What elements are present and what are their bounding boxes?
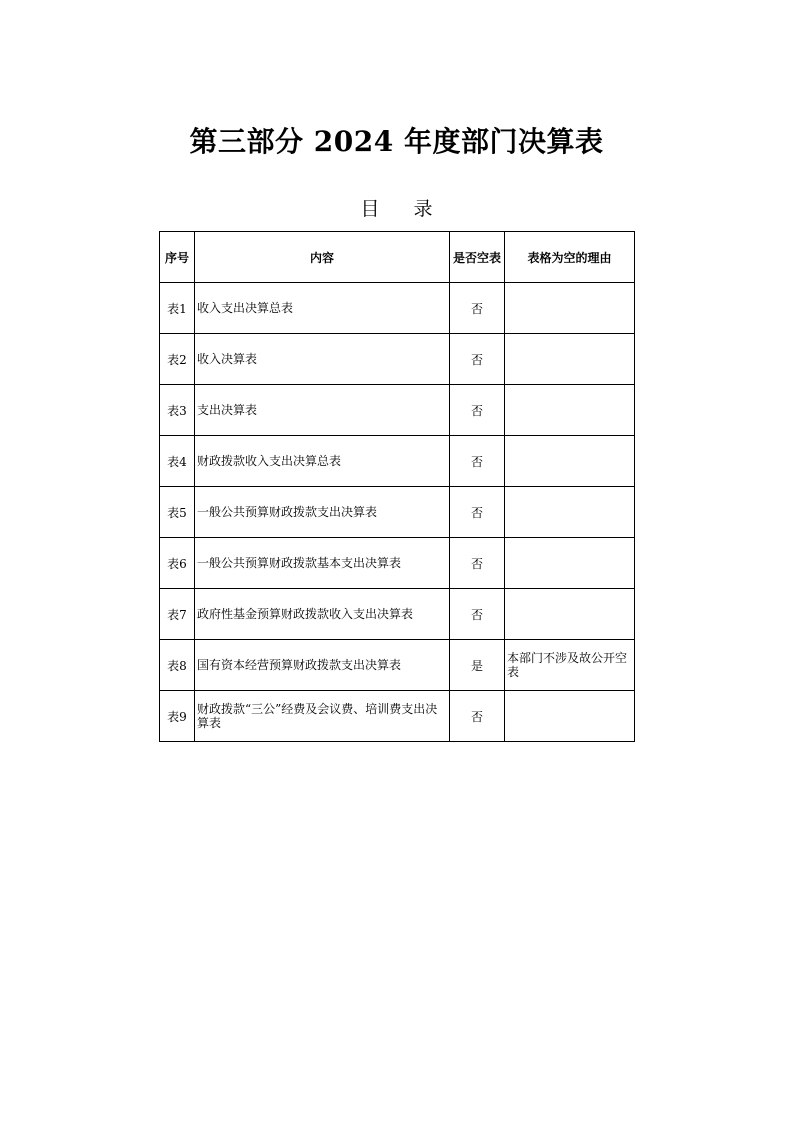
table-row <box>160 283 635 334</box>
row-reason <box>505 487 635 538</box>
row-is-empty: 否 <box>450 589 505 640</box>
row-content: 一般公共预算财政拨款基本支出决算表 <box>195 538 450 589</box>
row-content: 收入支出决算总表 <box>195 283 450 334</box>
row-is-empty: 否 <box>450 487 505 538</box>
row-content: 政府性基金预算财政拨款收入支出决算表 <box>195 589 450 640</box>
row-is-empty: 否 <box>450 283 505 334</box>
table-row <box>160 385 635 436</box>
row-no: 表3 <box>160 385 195 436</box>
row-reason <box>505 538 635 589</box>
row-content: 一般公共预算财政拨款支出决算表 <box>195 487 450 538</box>
row-no: 表7 <box>160 589 195 640</box>
header-reason: 表格为空的理由 <box>505 232 635 283</box>
row-reason <box>505 691 635 742</box>
row-is-empty: 是 <box>450 640 505 691</box>
row-is-empty: 否 <box>450 385 505 436</box>
table-row <box>160 691 635 742</box>
header-is-empty: 是否空表 <box>450 232 505 283</box>
row-no: 表5 <box>160 487 195 538</box>
page-title: 第三部分 2024 年度部门决算表 <box>189 125 604 158</box>
row-reason <box>505 283 635 334</box>
row-reason: 本部门不涉及故公开空表 <box>505 640 635 691</box>
row-is-empty: 否 <box>450 691 505 742</box>
row-reason <box>505 385 635 436</box>
row-reason <box>505 589 635 640</box>
row-no: 表8 <box>160 640 195 691</box>
toc-table <box>159 231 635 742</box>
row-reason <box>505 334 635 385</box>
header-content: 内容 <box>195 232 450 283</box>
row-is-empty: 否 <box>450 538 505 589</box>
table-row <box>160 436 635 487</box>
table-row <box>160 640 635 691</box>
row-no: 表1 <box>160 283 195 334</box>
header-no: 序号 <box>160 232 195 283</box>
row-no: 表2 <box>160 334 195 385</box>
row-content: 财政拨款收入支出决算总表 <box>195 436 450 487</box>
row-reason <box>505 436 635 487</box>
toc-heading: 目 录 <box>360 198 447 220</box>
row-content: 收入决算表 <box>195 334 450 385</box>
row-is-empty: 否 <box>450 334 505 385</box>
table-row <box>160 487 635 538</box>
table-row <box>160 538 635 589</box>
row-no: 表4 <box>160 436 195 487</box>
table-row <box>160 589 635 640</box>
table-row <box>160 334 635 385</box>
row-content: 国有资本经营预算财政拨款支出决算表 <box>195 640 450 691</box>
row-no: 表6 <box>160 538 195 589</box>
row-content: 财政拨款“三公”经费及会议费、培训费支出决算表 <box>195 691 450 742</box>
row-is-empty: 否 <box>450 436 505 487</box>
table-header-row <box>160 232 635 283</box>
row-no: 表9 <box>160 691 195 742</box>
row-content: 支出决算表 <box>195 385 450 436</box>
